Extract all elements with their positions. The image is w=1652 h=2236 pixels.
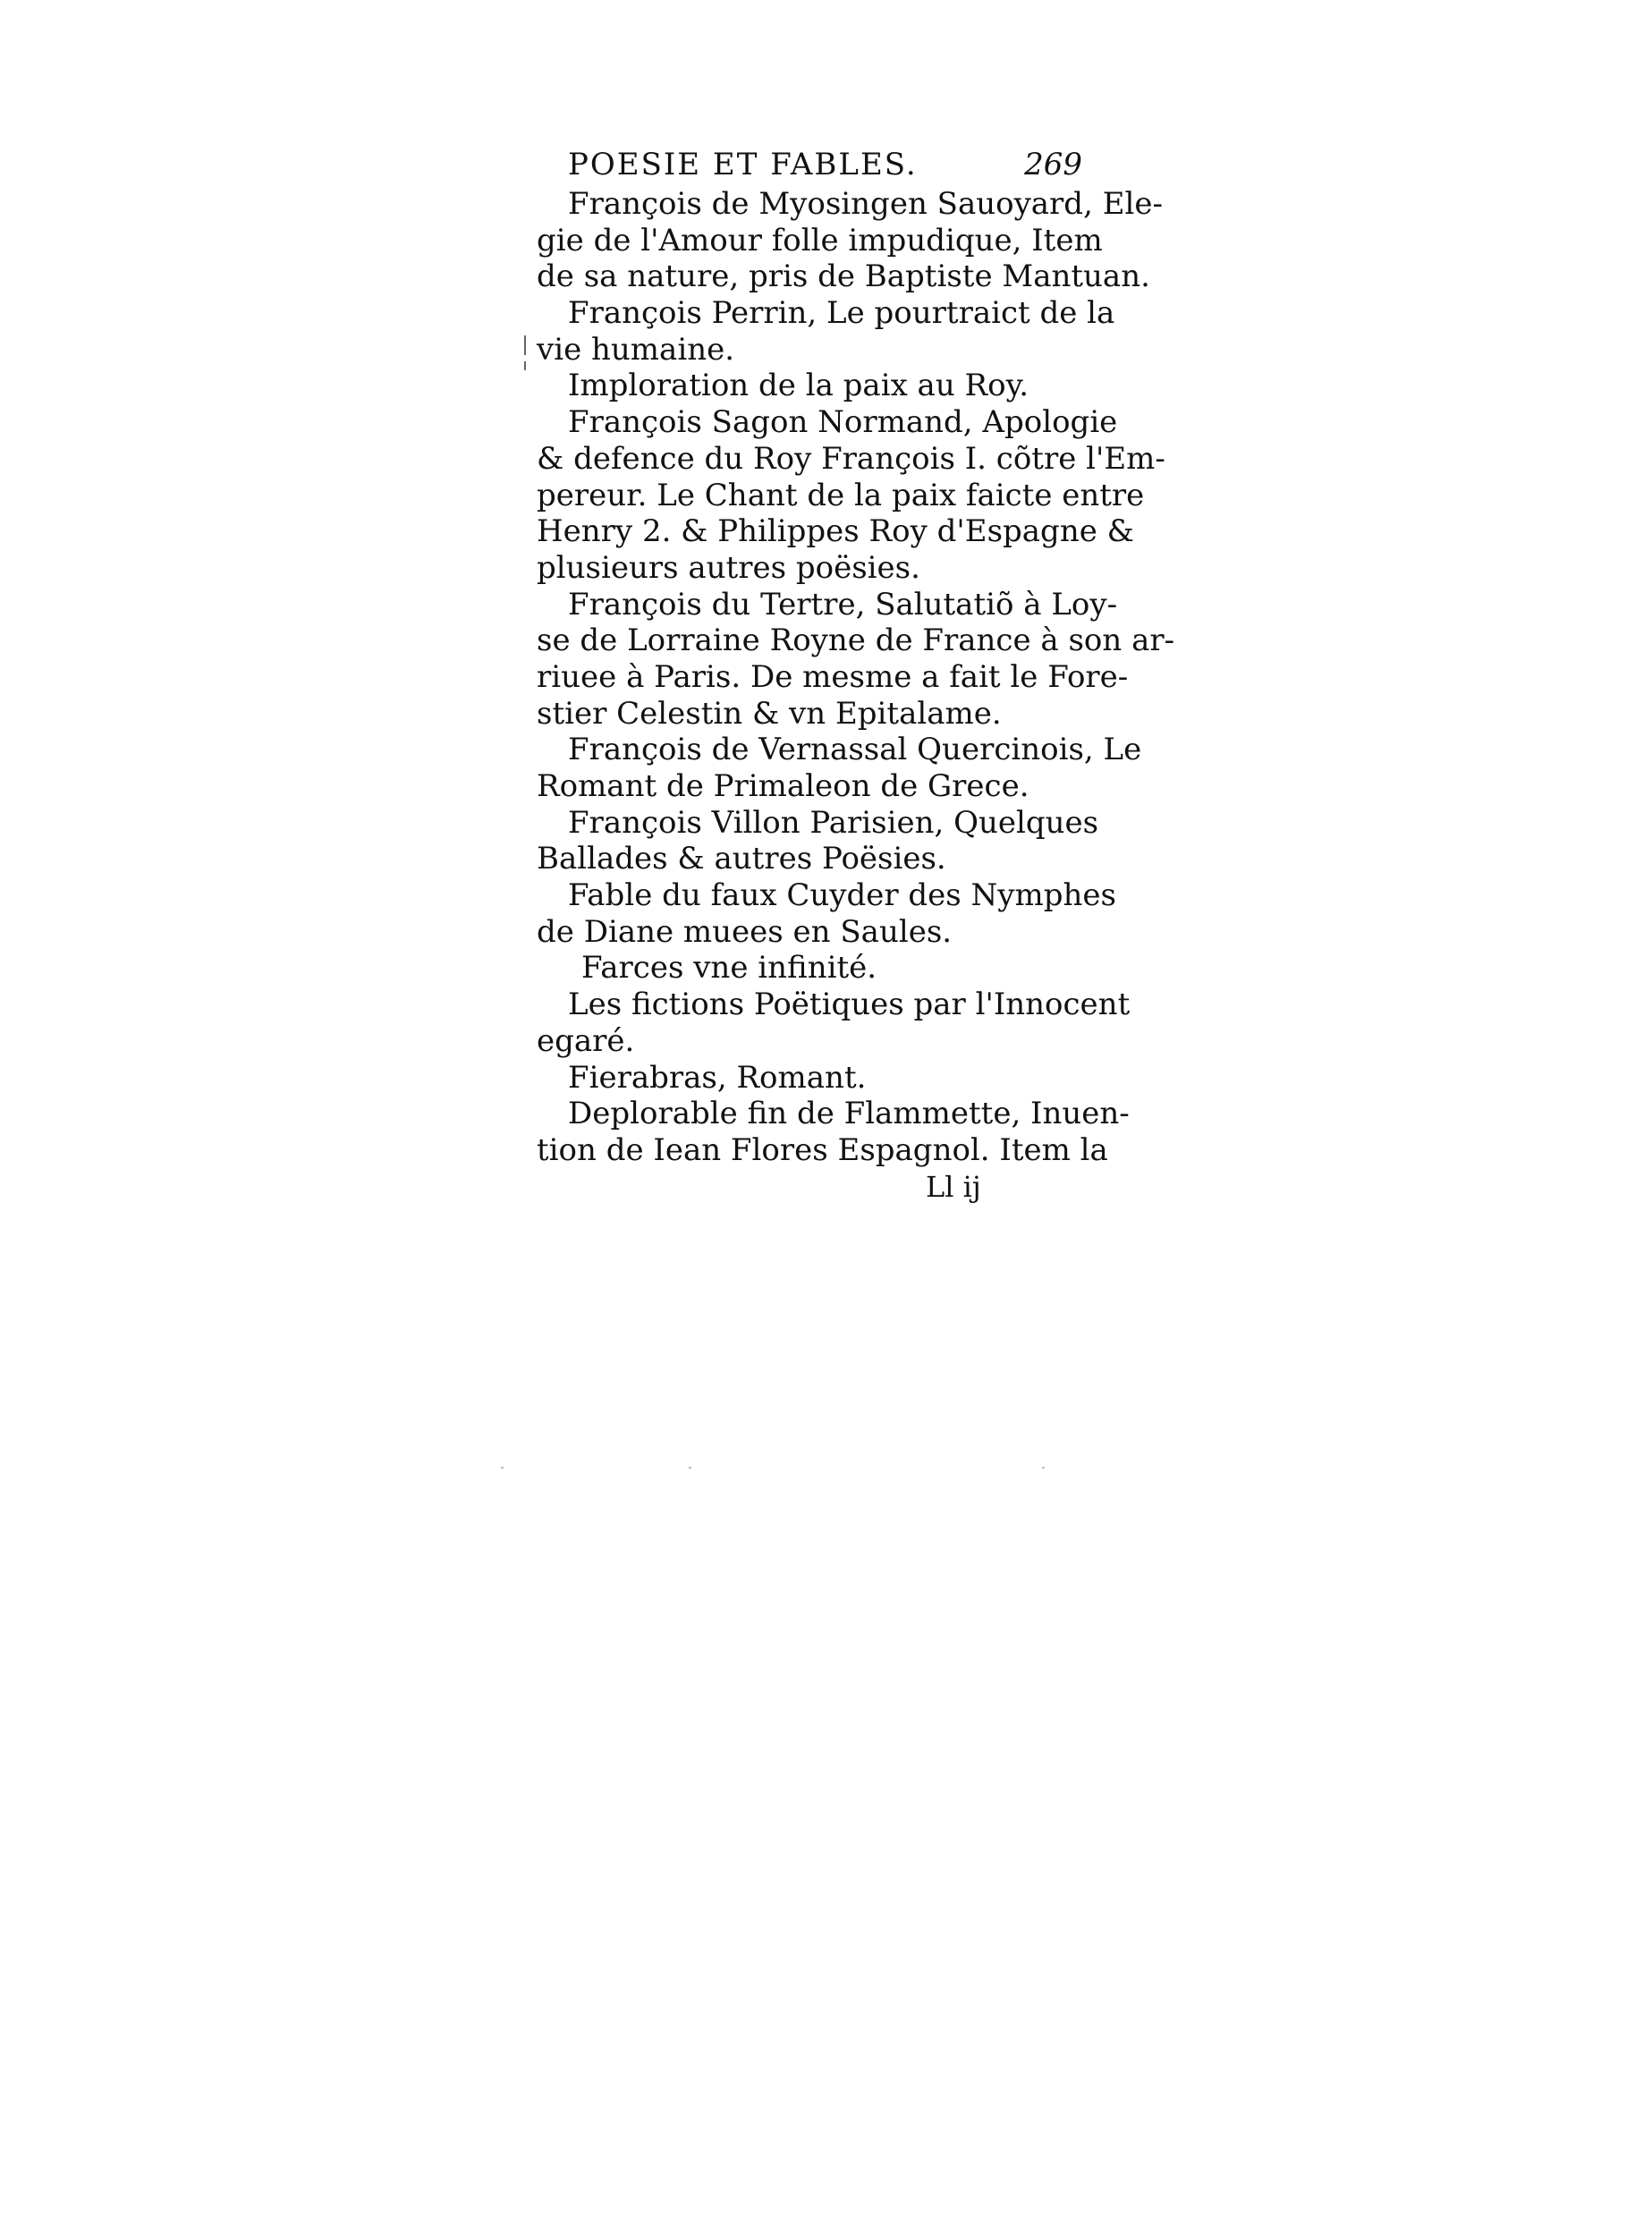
- text-line: Henry 2. & Philippes Roy d'Espagne &: [537, 513, 1134, 550]
- running-title: POESIE ET FABLES.: [568, 147, 918, 182]
- text-line: egaré.: [537, 1022, 635, 1059]
- text-line: gie de l'Amour folle impudique, Item: [537, 222, 1103, 258]
- scan-speck: [689, 1467, 691, 1469]
- text-line: François Perrin, Le pourtraict de la: [568, 295, 1115, 332]
- running-head: [537, 143, 1091, 186]
- text-line: plusieurs autres poësies.: [537, 549, 920, 586]
- text-line: Imploration de la paix au Roy.: [568, 368, 1029, 404]
- text-line: se de Lorraine Royne de France à son ar-: [537, 623, 1175, 659]
- text-line: riuee à Paris. De mesme a fait le Fore-: [537, 658, 1129, 695]
- text-line: François Sagon Normand, Apologie: [568, 404, 1118, 441]
- text-line: de sa nature, pris de Baptiste Mantuan.: [537, 258, 1150, 295]
- text-line: Ballades & autres Poësies.: [537, 841, 946, 877]
- signature-line: [537, 1169, 1091, 1206]
- scan-speck: [501, 1467, 504, 1469]
- text-line: Les fictions Poëtiques par l'Innocent: [568, 987, 1131, 1023]
- text-line: Romant de Primaleon de Grece.: [537, 768, 1029, 804]
- text-line: stier Celestin & vn Epitalame.: [537, 695, 1002, 732]
- scan-speck: [1042, 1467, 1045, 1469]
- text-line: tion de Iean Flores Espagnol. Item la: [537, 1131, 1108, 1168]
- text-line: François du Tertre, Salutatiõ à Loy-: [568, 586, 1118, 623]
- text-line: François Villon Parisien, Quelques: [568, 804, 1099, 841]
- text-block: [537, 143, 1175, 1205]
- text-line: pereur. Le Chant de la paix faicte entre: [537, 477, 1145, 513]
- text-line: Fable du faux Cuyder des Nymphes: [568, 877, 1116, 914]
- text-line: Farces vne infinité.: [581, 950, 877, 987]
- text-line: Fierabras, Romant.: [568, 1059, 867, 1096]
- margin-mark: [524, 361, 526, 370]
- text-line: & defence du Roy François I. cõtre l'Em-: [537, 440, 1165, 477]
- margin-mark: [524, 335, 526, 355]
- text-line: de Diane muees en Saules.: [537, 913, 953, 950]
- text-line: Deplorable fin de Flammette, Inuen-: [568, 1096, 1130, 1132]
- signature-mark: Ll ij: [926, 1169, 981, 1204]
- text-line: François de Myosingen Sauoyard, Ele-: [568, 186, 1163, 222]
- text-line: vie humaine.: [537, 331, 735, 368]
- page-number: 269: [1024, 147, 1082, 182]
- text-line: François de Vernassal Quercinois, Le: [568, 732, 1142, 768]
